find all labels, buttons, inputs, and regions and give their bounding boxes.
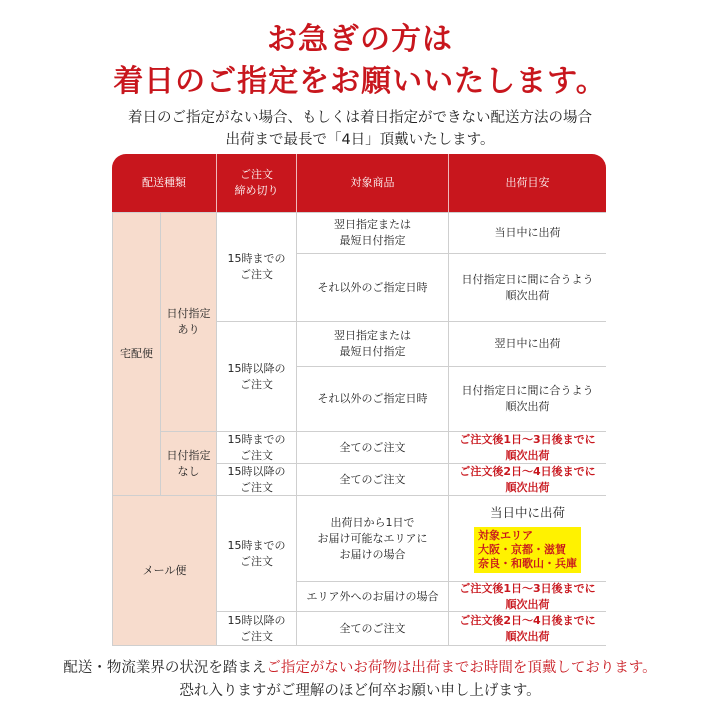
ship-label: 当日中に出荷 — [489, 504, 565, 520]
target-all-orders — [297, 612, 448, 645]
cutoff-after-15 — [217, 322, 296, 431]
header-ship — [449, 154, 606, 212]
cutoff-line1: 15時までの — [227, 252, 286, 265]
header-cutoff-line2: 締め切り — [234, 184, 279, 197]
ship-2-to-4-days — [449, 464, 606, 495]
target-line2: お届け可能なエリアに — [317, 531, 428, 545]
ship-in-time — [449, 367, 606, 431]
ship-1-to-3-days — [449, 582, 606, 611]
target-line2: 最短日付指定 — [339, 345, 406, 358]
method-takuhaibin-label: 宅配便 — [120, 347, 153, 360]
cutoff-after-15 — [217, 612, 296, 645]
ship-line2: 順次出荷 — [505, 448, 550, 462]
ship-next-day — [449, 322, 606, 366]
ship-line2: 順次出荷 — [505, 480, 550, 494]
ship-line2: 順次出荷 — [505, 597, 550, 611]
cutoff-line1: 15時までの — [227, 538, 286, 552]
header-ship-label: 出荷目安 — [505, 176, 550, 189]
area-line2: 奈良・和歌山・兵庫 — [478, 556, 577, 570]
ship-same-day-area — [449, 496, 606, 581]
date-specified-no-line1: 日付指定 — [166, 448, 211, 462]
target-label: 全てのご注文 — [339, 472, 406, 486]
cutoff-line2: ご注文 — [240, 629, 273, 643]
ship-line1: ご注文後1日〜3日後までに — [459, 581, 596, 595]
ship-line2: 順次出荷 — [505, 629, 550, 643]
cutoff-line1: 15時までの — [227, 432, 286, 446]
ship-in-time — [449, 254, 606, 321]
header-target — [297, 154, 448, 212]
ship-same-day — [449, 213, 606, 253]
footer-line1 — [0, 656, 720, 677]
cutoff-line2: ご注文 — [240, 448, 273, 462]
footer-line1-highlight: ご指定がないお荷物は出荷までお時間を頂戴しております。 — [266, 660, 657, 676]
ship-line1: ご注文後2日〜4日後までに — [459, 613, 596, 627]
ship-line1: ご注文後2日〜4日後までに — [459, 464, 596, 478]
target-outside-area — [297, 582, 448, 611]
cutoff-before-15 — [217, 496, 296, 611]
target-line2: 最短日付指定 — [339, 234, 406, 247]
footer-line1-text: 配送・物流業界の状況を踏まえ — [63, 660, 267, 676]
cutoff-line2: ご注文 — [240, 268, 273, 281]
area-line1: 大阪・京都・滋賀 — [478, 542, 566, 556]
target-label: 全てのご注文 — [339, 440, 406, 454]
date-specified-yes-line1: 日付指定 — [166, 307, 211, 320]
header-method-label: 配送種類 — [142, 176, 186, 189]
page-title-line1: お急ぎの方は — [267, 22, 453, 57]
footer-line2: 恐れ入りますがご理解のほど何卒お願い申し上げます。 — [179, 683, 541, 699]
cutoff-line1: 15時以降の — [227, 613, 286, 627]
ship-line1: 日付指定日に間に合うよう — [461, 272, 594, 286]
cutoff-before-15 — [217, 213, 296, 321]
cutoff-line1: 15時以降の — [227, 464, 286, 478]
page-title-line2: 着日のご指定をお願いいたします。 — [113, 64, 607, 99]
target-area — [297, 496, 448, 581]
header-target-label: 対象商品 — [350, 176, 395, 189]
method-takuhaibin — [113, 213, 160, 495]
target-other-date — [297, 367, 448, 431]
target-label: それ以外のご指定日時 — [317, 392, 428, 405]
target-line1: 出荷日から1日で — [330, 515, 415, 529]
ship-1-to-3-days — [449, 432, 606, 463]
intro-line2: 出荷まで最長で「4日」頂戴いたします。 — [225, 132, 495, 148]
target-next-day — [297, 213, 448, 253]
cutoff-before-15 — [217, 432, 296, 463]
ship-line1: ご注文後1日〜3日後までに — [459, 432, 596, 446]
header-cutoff — [217, 154, 296, 212]
target-all-orders — [297, 464, 448, 495]
target-label: エリア外へのお届けの場合 — [306, 589, 439, 603]
cutoff-line2: ご注文 — [240, 554, 273, 568]
date-specified-yes — [161, 213, 216, 431]
ship-label: 当日中に出荷 — [494, 226, 561, 239]
ship-2-to-4-days — [449, 612, 606, 645]
target-next-day — [297, 322, 448, 366]
target-line3: お届けの場合 — [339, 547, 406, 561]
ship-line2: 順次出荷 — [505, 400, 550, 413]
target-all-orders — [297, 432, 448, 463]
area-title: 対象エリア — [478, 528, 533, 542]
ship-line2: 順次出荷 — [505, 288, 550, 302]
cutoff-line1: 15時以降の — [227, 361, 286, 375]
ship-line1: 日付指定日に間に合うよう — [461, 384, 594, 397]
target-line1: 翌日指定または — [334, 218, 411, 231]
target-label: 全てのご注文 — [339, 621, 406, 635]
date-specified-no-line2: なし — [177, 464, 200, 478]
header-cutoff-line1: ご注文 — [240, 168, 273, 181]
target-area-box — [474, 527, 581, 573]
cutoff-line2: ご注文 — [240, 377, 273, 391]
date-specified-yes-line2: あり — [177, 323, 200, 336]
method-mail — [113, 496, 216, 645]
ship-label: 翌日中に出荷 — [494, 337, 561, 350]
target-other-date — [297, 254, 448, 321]
intro-line1: 着日のご指定がない場合、もしくは着日指定ができない配送方法の場合 — [128, 110, 592, 126]
target-line1: 翌日指定または — [334, 329, 411, 342]
cutoff-line2: ご注文 — [240, 480, 273, 494]
cutoff-after-15 — [217, 464, 296, 495]
date-specified-no — [161, 432, 216, 495]
method-mail-label: メール便 — [142, 563, 187, 577]
target-label: それ以外のご指定日時 — [317, 280, 428, 294]
header-method — [112, 154, 216, 212]
